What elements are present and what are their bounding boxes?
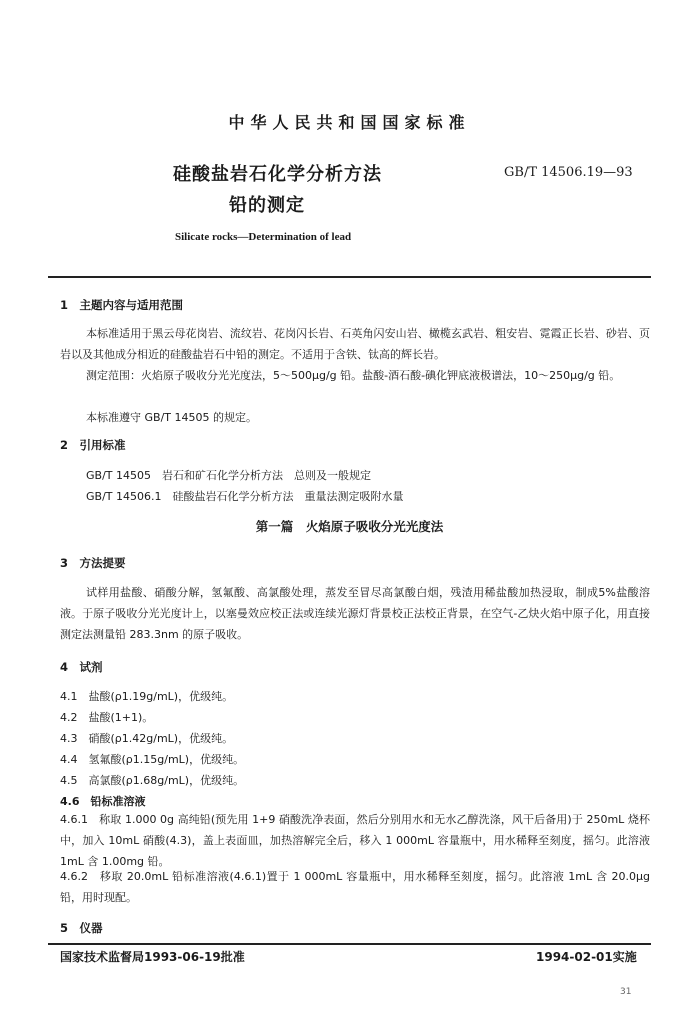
section-5-heading: 5 仪器 bbox=[60, 921, 103, 935]
section-1-paragraph-1: 本标准适用于黑云母花岗岩、流纹岩、花岗闪长岩、石英角闪安山岩、橄榄玄武岩、粗安岩、霓霞正长岩、砂岩、页岩以及其他成分相近的硅酸盐岩石中铅的测定。不适用于含铁、钛高的辉长岩。 bbox=[60, 327, 650, 361]
section-3-paragraph: 试样用盐酸、硝酸分解，氢氟酸、高氯酸处理，蒸发至冒尽高氯酸白烟，残渣用稀盐酸加热浸取，制成5%盐酸溶液。于原子吸收分光光度计上，以塞曼效应校正法或连续光源灯背景校正法校正背景，在空气-乙炔火焰中原子化，用直接测定法测量铅 283.3nm 的原子吸收。 bbox=[60, 586, 650, 641]
footer-rule bbox=[48, 943, 651, 945]
header-rule bbox=[48, 276, 651, 278]
standard-body-heading: 中华人民共和国国家标准 bbox=[228, 113, 471, 132]
document-title: 硅酸盐岩石化学分析方法 bbox=[173, 164, 382, 185]
reagent-item: 4.3 硝酸(ρ1.42g/mL)，优级纯。 bbox=[60, 732, 234, 745]
document-subtitle: 铅的测定 bbox=[229, 195, 305, 216]
page-number: 31 bbox=[620, 987, 632, 997]
section-1-paragraph-2: 测定范围：火焰原子吸收分光光度法，5～500μg/g 铅。盐酸-酒石酸-碘化钾底液极谱法，10～250μg/g 铅。 bbox=[86, 369, 621, 382]
section-1-heading: 1 主题内容与适用范围 bbox=[60, 298, 184, 312]
reference-item: GB/T 14505 岩石和矿石化学分析方法 总则及一般规定 bbox=[86, 469, 371, 482]
section-4-heading: 4 试剂 bbox=[60, 660, 103, 674]
implementation-date: 1994-02-01实施 bbox=[536, 950, 637, 964]
section-1-paragraph-3: 本标准遵守 GB/T 14505 的规定。 bbox=[86, 411, 257, 424]
approval-date: 国家技术监督局1993-06-19批准 bbox=[60, 950, 245, 964]
english-title: Silicate rocks—Determination of lead bbox=[175, 231, 352, 243]
section-2-heading: 2 引用标准 bbox=[60, 438, 126, 452]
reagent-item: 4.1 盐酸(ρ1.19g/mL)，优级纯。 bbox=[60, 690, 234, 703]
section-3-heading: 3 方法提要 bbox=[60, 556, 126, 570]
reagent-item-4-6-1: 4.6.1 称取 1.000 0g 高纯铅(预先用 1+9 硝酸洗净表面，然后分别用水和无水乙醇洗涤，风干后备用)于 250mL 烧杯中，加入 10mL 硝酸(4.3)，盖上表面皿，加热溶解完全后，移入 1 000mL 容量瓶中，用水稀释至刻度，摇匀。此溶液 1mL 含 1.00mg 铅。 bbox=[60, 813, 650, 868]
reagent-item: 4.4 氢氟酸(ρ1.15g/mL)，优级纯。 bbox=[60, 753, 245, 766]
reagent-item: 4.2 盐酸(1+1)。 bbox=[60, 711, 154, 724]
part-title: 第一篇 火焰原子吸收分光光度法 bbox=[255, 519, 444, 534]
reagent-item-4-6-2: 4.6.2 移取 20.0mL 铅标准溶液(4.6.1)置于 1 000mL 容量瓶中，用水稀释至刻度，摇匀。此溶液 1mL 含 20.0μg 铅，用时现配。 bbox=[60, 870, 650, 904]
reagent-item: 4.5 高氯酸(ρ1.68g/mL)，优级纯。 bbox=[60, 774, 245, 787]
standard-number: GB/T 14506.19—93 bbox=[504, 165, 633, 180]
reference-item: GB/T 14506.1 硅酸盐岩石化学分析方法 重量法测定吸附水量 bbox=[86, 490, 404, 503]
reagent-item: 4.6 铅标准溶液 bbox=[60, 795, 146, 808]
